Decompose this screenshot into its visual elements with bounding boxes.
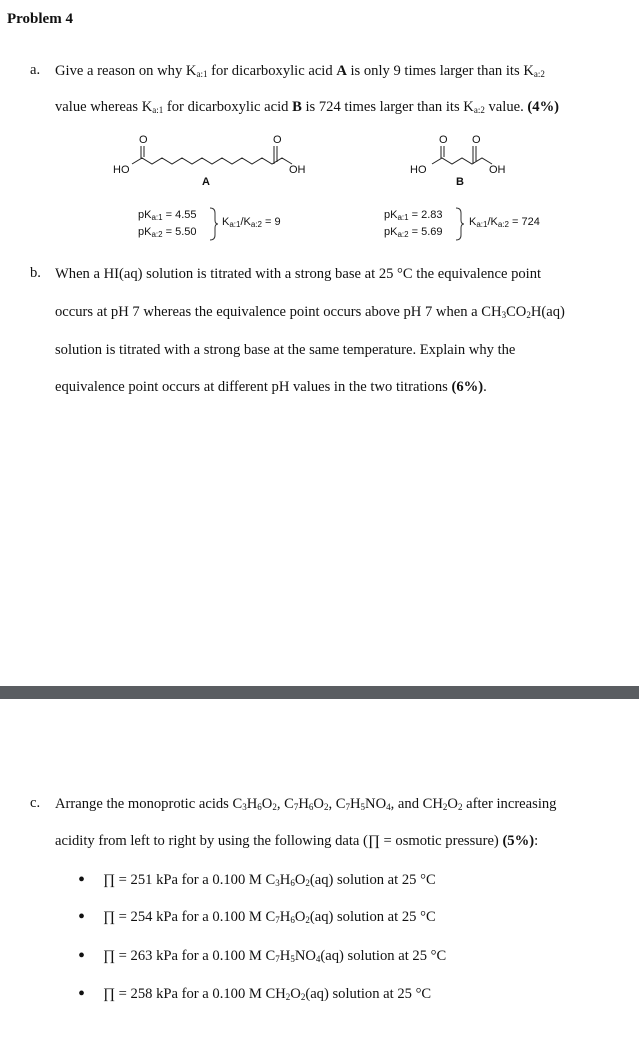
molecule-b-pka1: $pK_{a:1} = 2.83$ xyxy=(384,209,443,222)
molecule-a-left-group: HO xyxy=(113,164,130,176)
part-a-marker: a. xyxy=(30,62,41,78)
molecule-a-pka1: $pK_{a:1} = 4.55$ xyxy=(138,209,197,222)
part-b-marker: b. xyxy=(30,265,41,281)
bullet-marker: • xyxy=(78,983,86,1005)
molecule-a-oxygen-left: O xyxy=(139,134,148,146)
molecule-b-brace xyxy=(455,207,465,241)
molecule-a-label: A xyxy=(202,176,210,188)
molecule-a-oxygen-right: O xyxy=(273,134,282,146)
part-c-line-2: acidity from left to right by using the following data (∏ = osmotic pressure) (5%): xyxy=(55,833,539,849)
part-b-line-3: solution is titrated with a strong base at the same temperature. Explain why the xyxy=(55,342,516,358)
bullet-item: ∏ = 263 kPa for a 0.100 M $C_7H_5NO_4(aq)$ solution at 25 °C xyxy=(103,948,447,964)
molecule-b-structure xyxy=(420,130,510,190)
molecule-b-ratio: $K_{a:1}/K_{a:2} = 724$ xyxy=(469,216,540,229)
molecule-b-oxygen-left: O xyxy=(439,134,448,146)
molecule-a-ratio: $K_{a:1}/K_{a:2} = 9$ xyxy=(222,216,281,229)
bullet-item: ∏ = 254 kPa for a 0.100 M $C_7H_6O_2(aq)$ solution at 25 °C xyxy=(103,909,436,925)
bullet-item: ∏ = 258 kPa for a 0.100 M $CH_2O_2(aq)$ solution at 25 °C xyxy=(103,986,432,1002)
part-b-line-4: equivalence point occurs at different pH values in the two titrations (6%). xyxy=(55,379,487,395)
part-a-line-2: value whereas $K_{a:1}$ for dicarboxylic acid B is 724 times larger than its $K_{a:2}$ value. (4%) xyxy=(55,99,560,115)
molecule-b-oxygen-right: O xyxy=(472,134,481,146)
molecule-b-pka2: $pK_{a:2} = 5.69$ xyxy=(384,226,443,239)
molecule-a-chain xyxy=(132,158,292,164)
part-b-line-1: When a HI(aq) solution is titrated with a strong base at 25 °C the equivalence point xyxy=(55,266,542,282)
molecule-b-right-group: OH xyxy=(489,164,506,176)
page-divider xyxy=(0,686,639,699)
bullet-marker: • xyxy=(78,869,86,891)
molecule-b-chain xyxy=(432,158,492,164)
part-c-line-1: Arrange the monoprotic acids $C_3H_6O_2$, $C_7H_6O_2$, $C_7H_5NO_4$, and $CH_2O_2$ after increasing xyxy=(55,796,557,812)
molecule-b-left-group: HO xyxy=(410,164,427,176)
molecule-a-right-group: OH xyxy=(289,164,306,176)
molecule-b-label: B xyxy=(456,176,464,188)
problem-title: Problem 4 xyxy=(7,11,73,27)
bullet-item: ∏ = 251 kPa for a 0.100 M $C_3H_6O_2(aq)$ solution at 25 °C xyxy=(103,872,436,888)
bullet-marker: • xyxy=(78,906,86,928)
molecule-a-pka2: $pK_{a:2} = 5.50$ xyxy=(138,226,197,239)
part-a-line-1: Give a reason on why $K_{a:1}$ for dicarboxylic acid A is only 9 times larger than its $K_{a:2}$ xyxy=(55,63,545,79)
part-b-line-2: occurs at pH 7 whereas the equivalence point occurs above pH 7 when a $CH_3CO_2H(aq)$ xyxy=(55,304,565,320)
molecule-a-brace xyxy=(209,207,219,241)
part-c-marker: c. xyxy=(30,795,41,811)
bullet-marker: • xyxy=(78,945,86,967)
